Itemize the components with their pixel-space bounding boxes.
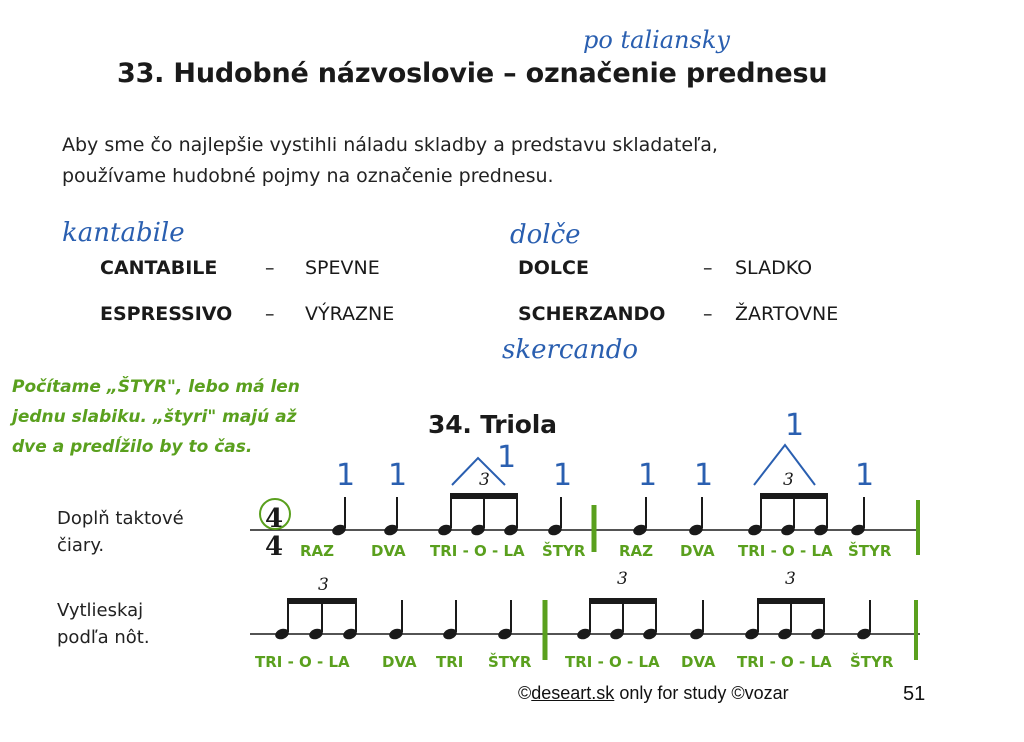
term-scherzando: SCHERZANDO [518, 303, 666, 325]
intro-line-1: Aby sme čo najlepšie vystihli náladu skladby a predstavu skladateľa, [62, 134, 718, 156]
term-meaning-sladko: SLADKO [735, 257, 813, 279]
syllable: DVA [382, 653, 417, 671]
title-annotation: po taliansky [583, 26, 730, 54]
note-row1-2 [383, 497, 400, 537]
triplet-group-row2-1 [274, 575, 359, 641]
term-dolce: DOLCE [518, 257, 589, 279]
triplet-group-row1-2 [747, 470, 830, 537]
syllable: TRI - O - LA [565, 653, 660, 671]
note-row2-8 [856, 600, 873, 641]
syllable: TRI - O - LA [738, 542, 833, 560]
count-mark: 1 [388, 458, 408, 493]
count-mark: 1 [855, 458, 875, 493]
count-mark: 1 [785, 408, 805, 443]
note-row1-5 [632, 497, 649, 537]
exercise-1-label-line-2: čiary. [57, 535, 105, 556]
syllable: TRI - O - LA [430, 542, 525, 560]
note-row1-8 [850, 497, 867, 537]
triplet-number: 3 [783, 470, 794, 490]
term-dash: – [703, 257, 713, 279]
triplet-number: 3 [617, 569, 628, 589]
triplet-number: 3 [318, 575, 329, 595]
handwritten-note-line-2: jednu slabiku. „štyri" majú až [12, 407, 297, 427]
site-link[interactable]: deseart.sk [531, 683, 615, 703]
note-row1-1 [331, 497, 348, 537]
term-note-dolce: dolče [510, 220, 581, 250]
triplet-group-row2-3 [744, 569, 827, 641]
intro-line-2: používame hudobné pojmy na označenie prednesu. [62, 165, 554, 187]
triplet-group-row1-1 [437, 470, 520, 537]
term-meaning-vyrazne: VÝRAZNE [305, 303, 395, 325]
syllable: TRI - O - LA [255, 653, 350, 671]
exercise-1-label-line-1: Doplň taktové [57, 508, 184, 529]
time-signature-top: 4 [265, 504, 284, 534]
term-espressivo: ESPRESSIVO [100, 303, 233, 325]
copyright-notice [518, 683, 789, 704]
syllable: TRI - O - LA [737, 653, 832, 671]
term-meaning-spevne: SPEVNE [305, 257, 380, 279]
note-row2-2 [388, 600, 405, 641]
handwritten-note-line-1: Počítame „ŠTYR", lebo má len [12, 377, 300, 397]
syllable: DVA [681, 653, 716, 671]
syllable: DVA [371, 542, 406, 560]
syllable: ŠTYR [848, 542, 892, 560]
copyright-suffix: only for study ©vozar [614, 683, 789, 703]
exercise-2-label-line-1: Vytlieskaj [57, 600, 144, 621]
term-dash: – [703, 303, 713, 325]
count-mark: 1 [638, 458, 658, 493]
triplet-number: 3 [479, 470, 490, 490]
section-title-triola: 34. Triola [428, 410, 557, 439]
count-mark: 1 [694, 458, 714, 493]
exercise-2-label-line-2: podľa nôt. [57, 627, 150, 648]
count-mark: 1 [553, 458, 573, 493]
triplet-number: 3 [785, 569, 796, 589]
count-mark: 1 [497, 440, 517, 475]
syllable: ŠTYR [542, 542, 586, 560]
term-cantabile: CANTABILE [100, 257, 218, 279]
note-row1-4 [547, 497, 564, 537]
term-meaning-zartovne: ŽARTOVNE [735, 303, 839, 325]
page-number: 51 [903, 683, 926, 705]
triplet-group-row2-2 [576, 569, 659, 641]
syllable: RAZ [300, 542, 335, 560]
note-row2-6 [689, 600, 706, 641]
handwritten-note-line-3: dve a predĺžilo by to čas. [12, 437, 253, 457]
note-row1-6 [688, 497, 705, 537]
note-row2-3 [442, 600, 459, 641]
term-note-cantabile: kantabile [62, 218, 185, 248]
copyright-prefix: © [518, 683, 532, 703]
time-signature-bottom: 4 [265, 532, 284, 562]
syllable: ŠTYR [850, 653, 894, 671]
note-row2-4 [497, 600, 514, 641]
term-note-scherzando: skercando [502, 335, 639, 365]
syllable: RAZ [619, 542, 654, 560]
syllable: DVA [680, 542, 715, 560]
term-dash: – [265, 257, 275, 279]
page-title: 33. Hudobné názvoslovie – označenie prednesu [117, 58, 828, 89]
term-dash: – [265, 303, 275, 325]
count-mark: 1 [336, 458, 356, 493]
syllable: TRI [436, 653, 464, 671]
syllable: ŠTYR [488, 653, 532, 671]
